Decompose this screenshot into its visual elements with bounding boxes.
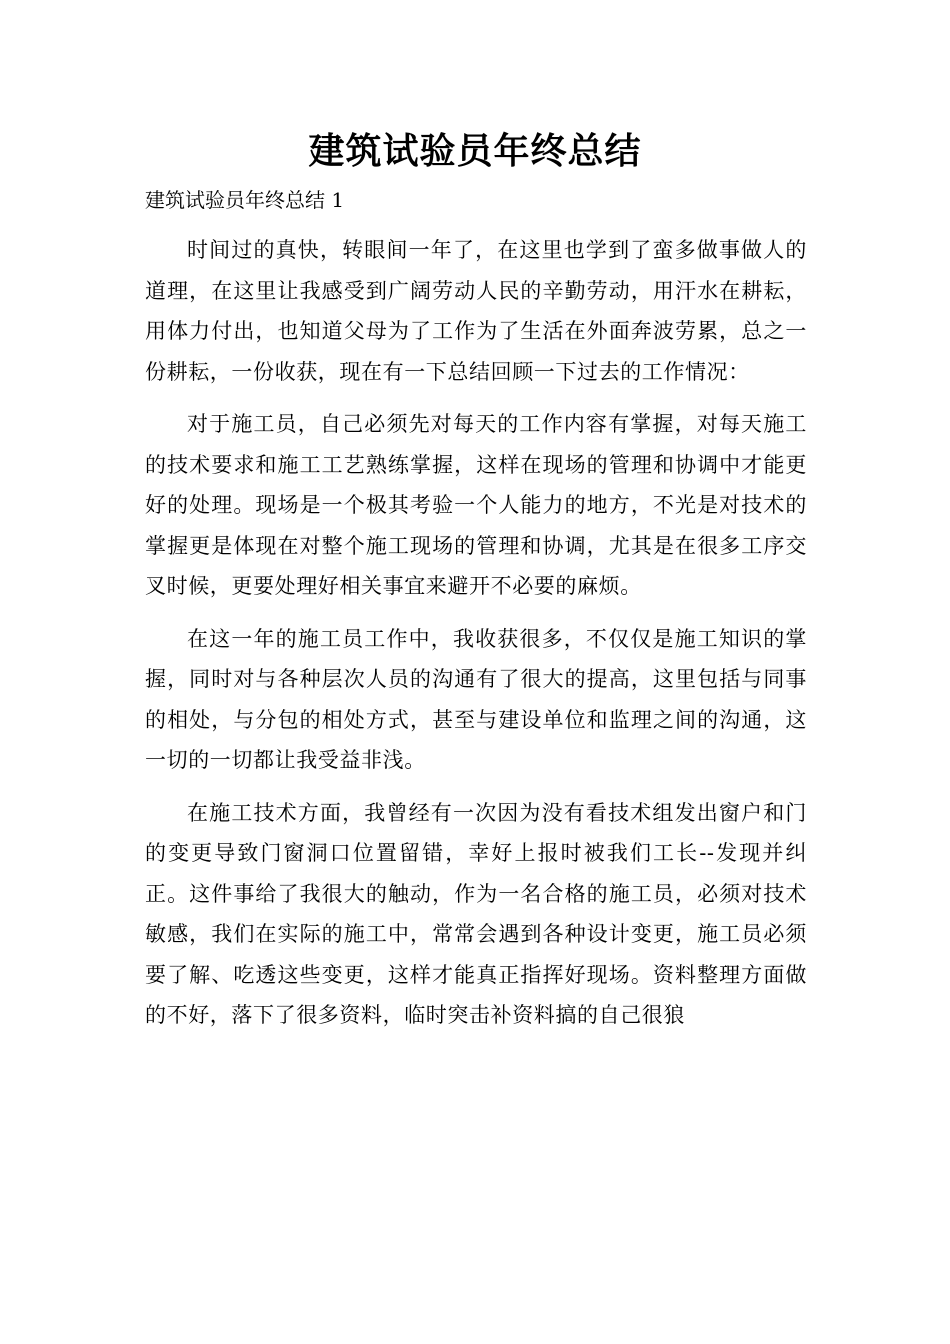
paragraph-2: 对于施工员，自己必须先对每天的工作内容有掌握，对每天施工的技术要求和施工工艺熟练掌握，这样在现场的管理和协调中才能更好的处理。现场是一个极其考验一个人能力的地方，不光是对技术的掌握更是体现在对整个施工现场的管理和协调，尤其是在很多工序交叉时候，更要处理好相关事宜来避开不必要的麻烦。	[145, 412, 807, 598]
paragraph-3: 在这一年的施工员工作中，我收获很多，不仅仅是施工知识的掌握，同时对与各种层次人员的沟通有了很大的提高，这里包括与同事的相处，与分包的相处方式，甚至与建设单位和监理之间的沟通，这一切的一切都让我受益非浅。	[145, 626, 807, 772]
document-subtitle: 建筑试验员年终总结 1	[145, 188, 345, 212]
paragraph-1: 时间过的真快，转眼间一年了，在这里也学到了蛮多做事做人的道理，在这里让我感受到广阔劳动人民的辛勤劳动，用汗水在耕耘，用体力付出，也知道父母为了工作为了生活在外面奔波劳累，总之一份耕耘，一份收获，现在有一下总结回顾一下过去的工作情况：	[145, 238, 807, 384]
document-body	[145, 230, 807, 1036]
document-title: 建筑试验员年终总结	[308, 131, 642, 172]
paragraph-4: 在施工技术方面，我曾经有一次因为没有看技术组发出窗户和门的变更导致门窗洞口位置留错，幸好上报时被我们工长--发现并纠正。这件事给了我很大的触动，作为一名合格的施工员，必须对技术敏感，我们在实际的施工中，常常会遇到各种设计变更，施工员必须要了解、吃透这些变更，这样才能真正指挥好现场。资料整理方面做的不好，落下了很多资料，临时突击补资料搞的自己很狼	[145, 800, 807, 1027]
